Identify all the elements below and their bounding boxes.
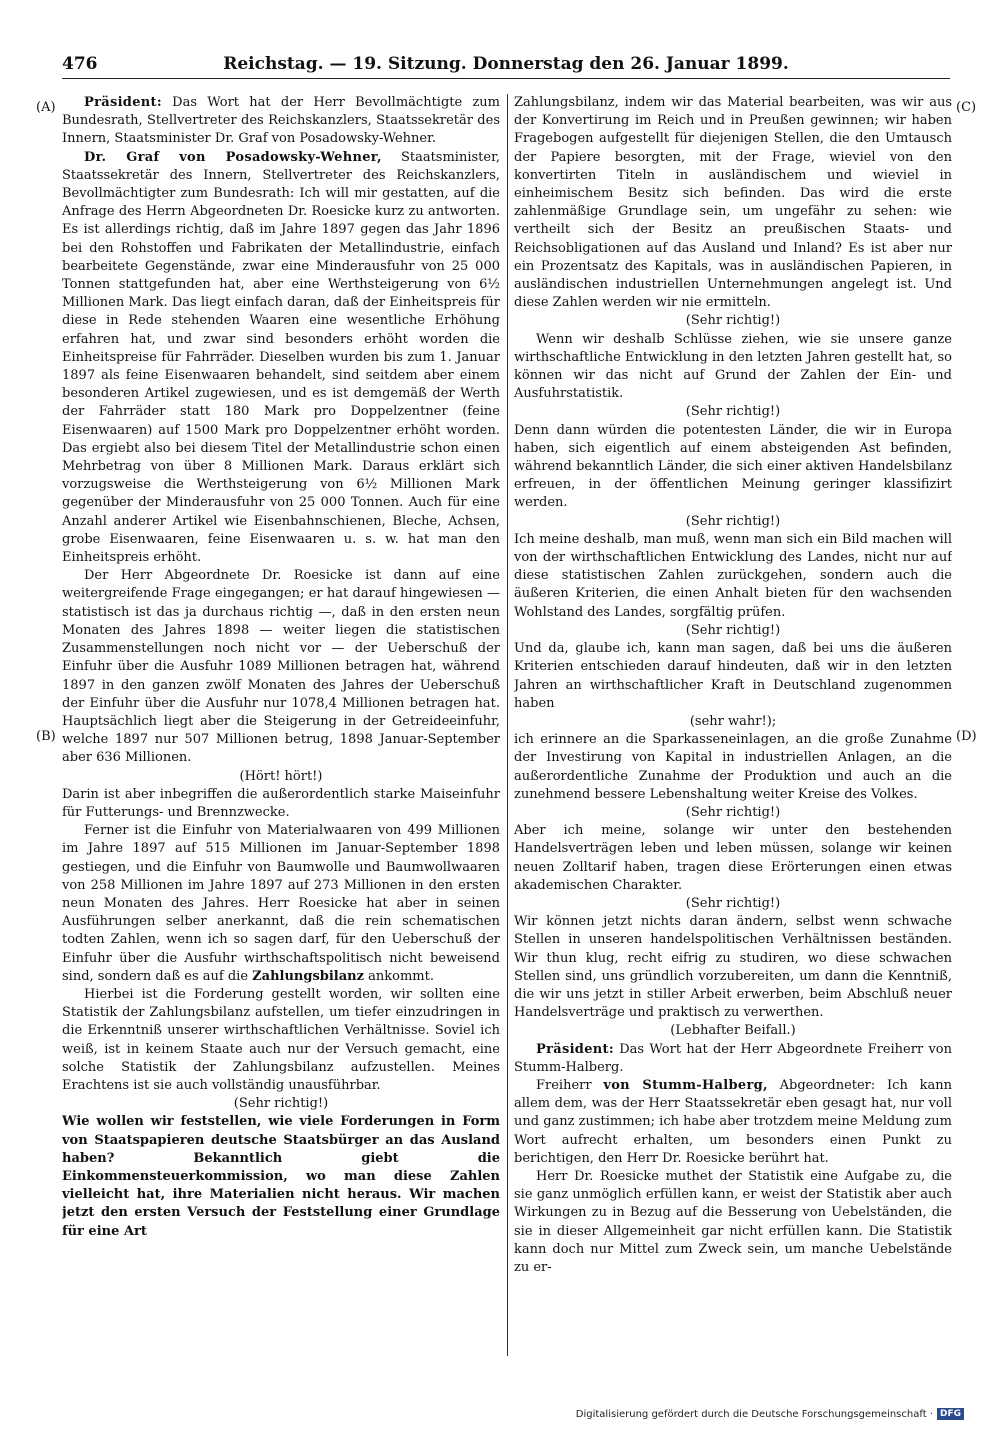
footer-text: Digitalisierung gefördert durch die Deutsche Forschungsgemeinschaft · <box>575 1408 933 1420</box>
margin-marker-a: (A) <box>36 100 56 115</box>
running-title: Reichstag. — 19. Sitzung. Donnerstag den 26. Januar 1899. <box>223 54 789 74</box>
paragraph <box>62 149 500 568</box>
interjection: (Sehr richtig!) <box>685 804 781 820</box>
paragraph <box>62 94 500 149</box>
left-column <box>62 94 500 1356</box>
paragraph: Wir können jetzt nichts daran ändern, selbst wenn schwache Stellen in unseren handelspolitischen Verhältnissen beständen. Wir thun klug, recht eifrig zu studiren, wo diese schwachen Stellen sind, uns gründlich vorzubereiten, um dann die Kenntniß, die wir uns jetzt in stiller Arbeit erwerben, beim Abschluß neuer Handelsverträge und praktisch zu verwerthen. <box>514 914 952 1021</box>
page-number: 476 <box>62 54 98 74</box>
speaker-name: Dr. Graf von Posadowsky-Wehner, <box>84 149 382 165</box>
paragraph-text: Das Wort hat der Herr Abgeordnete Freiherr von Stumm-Halberg. <box>514 1041 952 1075</box>
paragraph <box>514 1077 952 1168</box>
interjection: (Sehr richtig!) <box>685 513 781 529</box>
paragraph-text: Abgeordneter: Ich kann allem dem, was der Herr Staatssekretär eben gesagt hat, nur voll und ganz zustimmen; ich habe aber trotzdem meine Meldung zum Wort aufrecht erhalten, um besonders einen Punkt zu berichtigen, den Herr Dr. Roesicke berührt hat. <box>514 1077 952 1166</box>
paragraph: Zahlungsbilanz, indem wir das Material bearbeiten, was wir aus der Konvertirung im Reich und in Preußen gewinnen; wir haben Fragebogen aufgestellt für diejenigen Stellen, die den Umtausch der Papiere besorgten, mit der Frage, wieviel von den konvertirten Titeln in ausländischem und wieviel in einheimischem Besitz sich befinden. Das wird die erste zahlenmäßige Grundlage sein, um ungefähr zu sehen: wie vertheilt sich der Besitz an preußischen Staats- und Reichsobligationen auf das Ausland und Inland? Es ist aber nur ein Prozentsatz des Kapitals, was in ausländischen Papieren, in ausländischen industriellen Unternehmungen angelegt ist. Und diese Zahlen werden wir nie ermitteln. <box>514 95 952 311</box>
margin-marker-b: (B) <box>36 729 56 744</box>
paragraph <box>514 1041 952 1077</box>
interjection: (sehr wahr!); <box>689 713 777 729</box>
margin-marker-d: (D) <box>956 729 977 744</box>
right-column <box>514 94 952 1356</box>
speaker-name: Präsident: <box>84 95 162 110</box>
paragraph: Und da, glaube ich, kann man sagen, daß bei uns die äußeren Kriterien entschieden darauf hindeuten, daß wir in den letzten Jahren an wirthschaftlicher Kraft in Deutschland zugenommen haben <box>514 641 952 711</box>
footer-credit <box>576 1408 964 1420</box>
interjection: (Sehr richtig!) <box>233 1096 329 1112</box>
page-header <box>62 52 950 79</box>
speaker-name: von Stumm-Halberg, <box>603 1077 768 1093</box>
paragraph-text: Ferner ist die Einfuhr von Materialwaaren von 499 Millionen im Jahre 1897 auf 515 Millionen im Januar-September 1898 gestiegen, und die Einfuhr von Baumwolle und Baumwollwaaren von 258 Millionen im Jahre 1897 auf 273 Millionen in den ersten neun Monaten des Jahres. Herr Roesicke hat aber in seinen Ausführungen selber anerkannt, daß die rein schematischen todten Zahlen, wenn ich so sagen darf, für den Ueberschuß der Einfuhr über die Ausfuhr wirthschaftspolitisch nicht beweisend sind, sondern daß es auf die <box>62 823 500 984</box>
paragraph: Der Herr Abgeordnete Dr. Roesicke ist dann auf eine weitergreifende Frage eingegangen; er hat darauf hingewiesen — statistisch ist das ja durchaus richtig —, daß in den ersten neun Monaten des Jahres 1898 — weiter liegen die statistischen Zusammenstellungen noch nicht vor — der Ueberschuß der Einfuhr über die Ausfuhr 1089 Millionen betragen hat, während 1897 in den ganzen zwölf Monaten des Jahres der Ueberschuß der Einfuhr über die Ausfuhr nur 1078,4 Millionen betragen hat. Hauptsächlich liegt aber die Steigerung in der Getreideeinfuhr, welche 1897 nur 507 Millionen betrug, 1898 Januar-September aber 636 Millionen. <box>62 568 500 766</box>
column-divider <box>507 94 508 1356</box>
paragraph-text: Staatsminister, Staatssekretär des Innern, Stellvertreter des Reichskanzlers, Bevollmächtigter zum Bundesrath: Ich will mir gestatten, auf die Anfrage des Herrn Abgeordneten Dr. Roesicke kurz zu antworten. Es ist allerdings richtig, daß im Jahre 1897 gegen das Jahr 1896 bei den Rohstoffen und Fabrikaten der Metallindustrie, einfach bearbeitete Gegenstände, zwar eine Minderausfuhr von 25 000 Tonnen stattgefunden hat, aber eine Werthsteigerung von 6½ Millionen Mark. Das liegt einfach daran, daß der Einheitspreis für diese in Rede stehenden Waaren eine wesentliche Erhöhung erfahren hat, und zwar sind besonders erhöht worden die Einheitspreise für Fahrräder. Dieselben wurden bis zum 1. Januar 1897 als feine Eisenwaaren behandelt, sind seitdem aber einem besonderen Artikel zugewiesen, und es ist demgemäß der Werth der Fahrräder statt 180 Mark pro Doppelzentner (feine Eisenwaaren) auf 1500 Mark pro Doppelzentner erhöht worden. Das ergiebt also bei diesem Titel der Metallindustrie schon einen Mehrbetrag von über 8 Millionen Mark. Daraus erklärt sich vorzugsweise die Werthsteigerung von 6½ Millionen Mark gegenüber der Minderausfuhr von 25 000 Tonnen. Auch für eine Anzahl anderer Artikel wie Eisenbahnschienen, Bleche, Achsen, grobe Eisenwaaren, feine Eisenwaaren u. s. w. hat man den Einheitspreis erhöht. <box>62 149 500 566</box>
paragraph: Denn dann würden die potentesten Länder, die wir in Europa haben, sich eigentlich auf einem absteigenden Ast befinden, während bekanntlich Länder, die sich einer aktiven Handelsbilanz erfreuen, in der öffentlichen Meinung geringer klassifizirt werden. <box>514 422 952 511</box>
paragraph: Herr Dr. Roesicke muthet der Statistik eine Aufgabe zu, die sie ganz unmöglich erfüllen kann, er weist der Statistik aber auch Wirkungen zu in Bezug auf die Besserung von Uebelständen, die sie in dieser Allgemeinheit gar nicht erfüllen kann. Die Statistik kann doch nur Mittel zum Zweck sein, um manche Uebelstände zu er- <box>514 1168 952 1275</box>
paragraph: Darin ist aber inbegriffen die außerordentlich starke Maiseinfuhr für Futterungs- und Brennzwecke. <box>62 786 500 820</box>
dfg-logo: DFG <box>937 1408 964 1420</box>
paragraph-text: Das Wort hat der Herr Bevollmächtigte zum Bundesrath, Stellvertreter des Reichskanzlers, Staatssekretär des Innern, Staatsminister Dr. Graf von Posadowsky-Wehner. <box>62 95 500 147</box>
paragraph: ich erinnere an die Sparkasseneinlagen, an die große Zunahme der Investirung von Kapital in industriellen Anlagen, an die außerordentliche Zunahme der Produktion und auch an die zunehmend bessere Lebenshaltung weiter Kreise des Volkes. <box>514 732 952 802</box>
paragraph: Hierbei ist die Forderung gestellt worden, wir sollten eine Statistik der Zahlungsbilanz aufstellen, um tiefer einzudringen in die Erkenntniß unserer wirthschaftlichen Verhältnisse. Soviel ich weiß, ist in keinem Staate auch nur der Versuch gemacht, eine solche Statistik der Zahlungsbilanz aufzustellen. Meines Erachtens ist sie auch vollständig unausführbar. <box>62 986 500 1093</box>
paragraph <box>62 822 500 986</box>
paragraph: Ich meine deshalb, man muß, wenn man sich ein Bild machen will von der wirthschaftlichen Entwicklung des Landes, nicht nur auf diese statistischen Zahlen zurückgehen, sondern auch die äußeren Kriterien, die einen Anhalt bieten für den wachsenden Wohlstand des Landes, sorgfältig prüfen. <box>514 531 952 620</box>
paragraph: Wenn wir deshalb Schlüsse ziehen, wie sie unsere ganze wirthschaftliche Entwicklung in den letzten Jahren gestellt hat, so können wir das nicht auf Grund der Zahlen der Ein- und Ausfuhrstatistik. <box>514 331 952 402</box>
paragraph: Aber ich meine, solange wir unter den bestehenden Handelsverträgen leben und leben müssen, solange wir keinen neuen Zolltarif haben, tragen diese Erörterungen einen etwas akademischen Charakter. <box>514 823 952 893</box>
paragraph-text: ankommt. <box>364 968 434 984</box>
paragraph-text: Freiherr <box>536 1077 604 1093</box>
interjection: (Sehr richtig!) <box>685 622 781 638</box>
interjection: (Hört! hört!) <box>239 768 323 784</box>
paragraph: Wie wollen wir feststellen, wie viele Forderungen in Form von Staatspapieren deutsche Staatsbürger an das Ausland haben? Bekanntlich giebt die Einkommensteuerkommission, wo man diese Zahlen vielleicht hat, ihre Materialien nicht heraus. Wir machen jetzt den ersten Versuch der Feststellung einer Grundlage für eine Art <box>62 1114 500 1239</box>
interjection: (Lebhafter Beifall.) <box>670 1023 796 1039</box>
speaker-name: Präsident: <box>536 1041 614 1057</box>
interjection: (Sehr richtig!) <box>685 895 781 911</box>
interjection: (Sehr richtig!) <box>685 313 781 329</box>
interjection: (Sehr richtig!) <box>685 404 781 420</box>
emphasis: Zahlungsbilanz <box>252 968 364 984</box>
margin-marker-c: (C) <box>956 100 977 115</box>
